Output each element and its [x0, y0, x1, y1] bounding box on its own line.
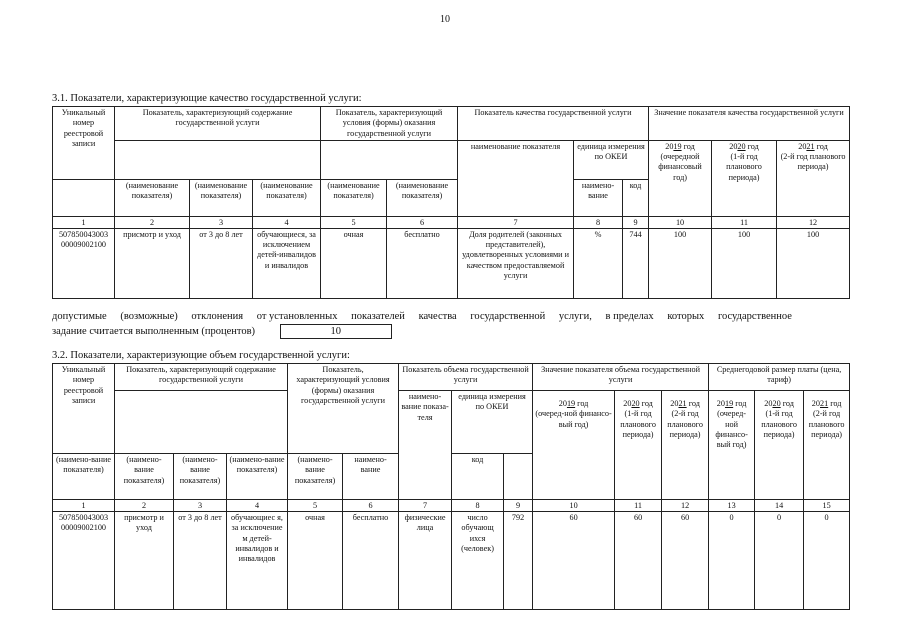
col-number: 4 — [227, 500, 288, 512]
content-sub-area — [115, 391, 288, 454]
col-number: 11 — [712, 216, 777, 228]
header-volume-indicator: Показатель объема государственной услуги — [399, 364, 533, 391]
col-number: 3 — [190, 216, 253, 228]
cell-value-year-1: 60 — [533, 512, 615, 610]
section-3-1-title: 3.1. Показатели, характеризующие качество государственной услуги: — [52, 93, 362, 104]
cell-payment: бесплатно — [387, 228, 458, 298]
header-f-year-3: 2021 год (2-й год планового периода) — [804, 391, 850, 500]
conditions-sub-area — [321, 140, 458, 179]
header-unique-number: Уникальный номер реестровой записи — [53, 107, 115, 180]
sub-name-col-4: (наименование показателя) — [253, 179, 321, 216]
cell-service-content: присмотр и уход — [115, 512, 174, 610]
header-conditions-indicator: Показатель, характеризующий условия (формы) оказания государственной услуги — [321, 107, 458, 141]
cell-fee-year-3: 0 — [804, 512, 850, 610]
cell-form: очная — [321, 228, 387, 298]
cell-age: от 3 до 8 лет — [190, 228, 253, 298]
deviation-paragraph — [52, 310, 792, 339]
header-fee: Среднегодовой размер платы (цена, тариф) — [709, 364, 850, 391]
cell-category: обучающиес я, за исключение м детей-инвалидов и инвалидов — [227, 512, 288, 610]
header-content-indicator: Показатель, характеризующий содержание государственной услуги — [115, 107, 321, 141]
header-year-3: 2021 год (2-й год планового периода) — [777, 140, 850, 216]
content-sub-area — [115, 140, 321, 179]
header-conditions-indicator: Показатель, характеризующий условия (формы) оказания государственной услуги — [288, 364, 399, 454]
col-number: 9 — [504, 500, 533, 512]
sub-name-col-5: (наименование показателя) — [321, 179, 387, 216]
header-quality-values: Значение показателя качества государственной услуги — [649, 107, 850, 141]
header-unit-code: код — [452, 454, 504, 500]
header-quality-indicator: Показатель качества государственной услуги — [458, 107, 649, 141]
col-number: 1 — [53, 500, 115, 512]
section-3-2-title: 3.2. Показатели, характеризующие объем государственной услуги: — [52, 350, 350, 361]
sub-name-col-4: (наимено-вание показателя) — [174, 454, 227, 500]
col-number: 15 — [804, 500, 850, 512]
col-number: 5 — [321, 216, 387, 228]
col-number: 14 — [755, 500, 804, 512]
col-number: 8 — [574, 216, 623, 228]
cell-value-year-3: 60 — [662, 512, 709, 610]
cell-indicator-name: Доля родителей (законных представителей), удовлетворенных условиями и качеством предоставляемой услуги — [458, 228, 574, 298]
header-year-2: 2020 год (1-й год планового периода) — [712, 140, 777, 216]
col-number: 4 — [253, 216, 321, 228]
col-number: 8 — [452, 500, 504, 512]
header-content-indicator: Показатель, характеризующий содержание государственной услуги — [115, 364, 288, 391]
col-number: 5 — [288, 500, 343, 512]
cell-value-year-1: 100 — [649, 228, 712, 298]
header-unit-name: наимено-вание — [574, 179, 623, 216]
col-number: 3 — [174, 500, 227, 512]
deviation-line-2: задание считается выполненным (процентов) — [52, 325, 256, 337]
cell-fee-year-2: 0 — [755, 512, 804, 610]
cell-unit-name: число обучающ ихся (человек) — [452, 512, 504, 610]
cell-unit-name: % — [574, 228, 623, 298]
cell-form: очная — [288, 512, 343, 610]
cell-volume-name: физические лица — [399, 512, 452, 610]
table-row — [53, 512, 850, 610]
cell-category: обучающиеся, за исключением детей-инвалидов и инвалидов — [253, 228, 321, 298]
col-number: 11 — [615, 500, 662, 512]
header-f-year-1: 2019 год (очеред-ной финансо-вый год) — [709, 391, 755, 500]
deviation-percent-box: 10 — [280, 324, 392, 339]
col-number: 2 — [115, 216, 190, 228]
cell-unique-number: 507850043003 00009002100 — [53, 228, 115, 298]
header-unit-okei: единица измерения по ОКЕИ — [574, 140, 649, 179]
sub-name-col-2: (наименование показателя) — [115, 179, 190, 216]
sub-name-col-6: (наименование показателя) — [387, 179, 458, 216]
header-unit-okei: единица измерения по ОКЕИ — [452, 391, 533, 454]
col-number: 2 — [115, 500, 174, 512]
col-number: 10 — [649, 216, 712, 228]
page-number: 10 — [440, 14, 450, 25]
col-number: 6 — [343, 500, 399, 512]
header-f-year-2: 2020 год (1-й год планового периода) — [755, 391, 804, 500]
header-unit-code: код — [623, 179, 649, 216]
header-unit-name: наимено-вание — [343, 454, 399, 500]
deviation-line-1: допустимые (возможные) отклонения от установленных показателей качества государственной услуги, в пределах которых государственное — [52, 311, 792, 322]
cell-unit-code: 792 — [504, 512, 533, 610]
sub-name-col-2: (наимено-вание показателя) — [53, 454, 115, 500]
sub-name-col-5: (наимено-вание показателя) — [227, 454, 288, 500]
cell-age: от 3 до 8 лет — [174, 512, 227, 610]
col-number: 1 — [53, 216, 115, 228]
col-number: 7 — [458, 216, 574, 228]
col-number: 12 — [777, 216, 850, 228]
cell-value-year-2: 100 — [712, 228, 777, 298]
cell-unique-number: 507850043003 00009002100 — [53, 512, 115, 610]
cell-payment: бесплатно — [343, 512, 399, 610]
col-number: 12 — [662, 500, 709, 512]
header-year-1: 2019 год (очередной финансовый год) — [649, 140, 712, 216]
sub-name-col-3: (наименование показателя) — [190, 179, 253, 216]
sub-name-col-3: (наимено-вание показателя) — [115, 454, 174, 500]
header-v-year-1: 2019 год (очеред-ной финансо-вый год) — [533, 391, 615, 500]
col-number: 13 — [709, 500, 755, 512]
cell-service-content: присмотр и уход — [115, 228, 190, 298]
header-v-year-3: 2021 год (2-й год планового периода) — [662, 391, 709, 500]
col-number: 7 — [399, 500, 452, 512]
header-volume-name: наимено-вание показа-теля — [399, 391, 452, 500]
sub-name-col-6: (наимено-вание показателя) — [288, 454, 343, 500]
cell-value-year-2: 60 — [615, 512, 662, 610]
sub-name-col-1 — [53, 179, 115, 216]
col-number: 9 — [623, 216, 649, 228]
quality-indicators-table — [52, 106, 850, 299]
col-number: 10 — [533, 500, 615, 512]
header-v-year-2: 2020 год (1-й год планового периода) — [615, 391, 662, 500]
cell-fee-year-1: 0 — [709, 512, 755, 610]
table-row — [53, 228, 850, 298]
volume-indicators-table — [52, 363, 850, 610]
header-quality-name: наименование показателя — [458, 140, 574, 216]
cell-unit-code: 744 — [623, 228, 649, 298]
col-number: 6 — [387, 216, 458, 228]
cell-value-year-3: 100 — [777, 228, 850, 298]
header-unique-number: Уникальный номер реестровой записи — [53, 364, 115, 454]
header-volume-values: Значение показателя объема государственной услуги — [533, 364, 709, 391]
